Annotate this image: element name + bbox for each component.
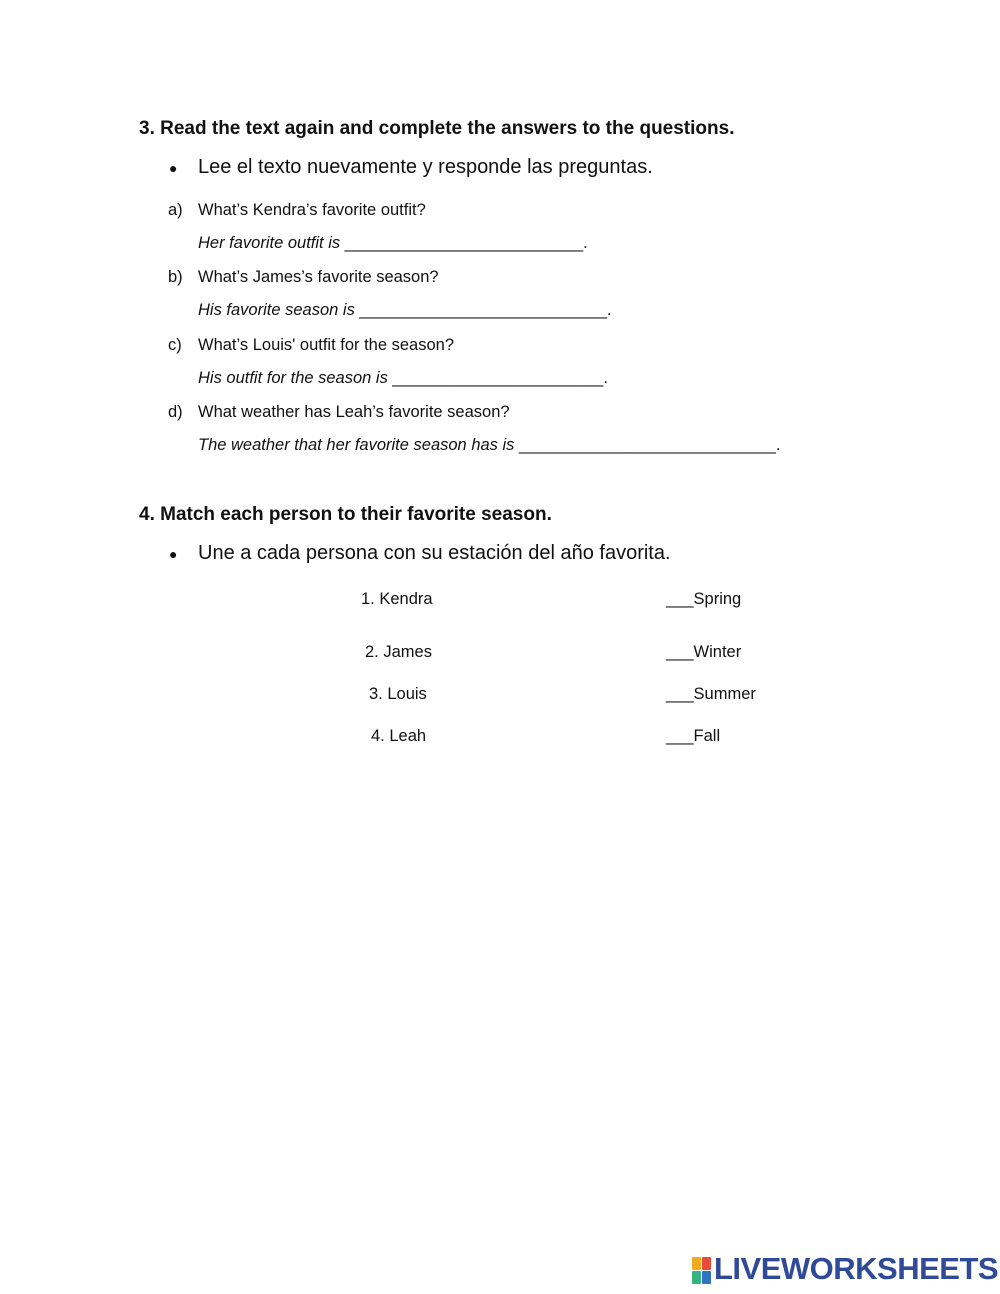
answer-prefix: The weather that her favorite season has is — [198, 436, 515, 454]
answer-prefix: Her favorite outfit is — [198, 234, 341, 252]
question-letter: a) — [168, 201, 183, 219]
answer-blank[interactable]: ___________________________. — [359, 301, 612, 319]
logo-text: LIVEWORKSHEETS — [714, 1251, 999, 1286]
answer-line — [198, 436, 780, 455]
logo-blocks-icon — [692, 1257, 712, 1285]
bullet-icon: ● — [169, 546, 178, 562]
answer-prefix: His outfit for the season is — [198, 369, 388, 387]
answer-line — [198, 234, 588, 253]
section-4-heading: 4. Match each person to their favorite season. — [139, 504, 552, 525]
person-item: 1. Kendra — [361, 590, 433, 608]
question-letter: b) — [168, 268, 183, 286]
answer-prefix: His favorite season is — [198, 301, 355, 319]
section-4-instruction: Une a cada persona con su estación del año favorita. — [198, 542, 671, 564]
answer-blank[interactable]: __________________________. — [344, 234, 588, 252]
answer-blank[interactable]: ____________________________. — [518, 436, 781, 454]
season-blank[interactable]: ___Winter — [666, 643, 742, 661]
question-text: What’s James’s favorite season? — [198, 268, 439, 286]
question-letter: d) — [168, 403, 183, 421]
section-3-heading: 3. Read the text again and complete the answers to the questions. — [139, 118, 735, 139]
answer-line — [198, 369, 608, 388]
section-3-instruction: Lee el texto nuevamente y responde las preguntas. — [198, 156, 653, 178]
person-item: 4. Leah — [371, 727, 427, 745]
answer-blank[interactable]: _______________________. — [392, 369, 608, 387]
question-text: What’s Kendra’s favorite outfit? — [198, 201, 426, 219]
question-letter: c) — [168, 336, 182, 354]
question-text: What’s Louis' outfit for the season? — [198, 336, 454, 354]
person-item: 3. Louis — [369, 685, 427, 703]
season-blank[interactable]: ___Summer — [666, 685, 756, 703]
question-text: What weather has Leah’s favorite season? — [198, 403, 510, 421]
season-blank[interactable]: ___Fall — [666, 727, 721, 745]
person-item: 2. James — [365, 643, 432, 661]
liveworksheets-logo — [692, 1251, 999, 1286]
answer-line — [198, 301, 612, 320]
bullet-icon: ● — [169, 160, 178, 176]
season-blank[interactable]: ___Spring — [666, 590, 742, 608]
